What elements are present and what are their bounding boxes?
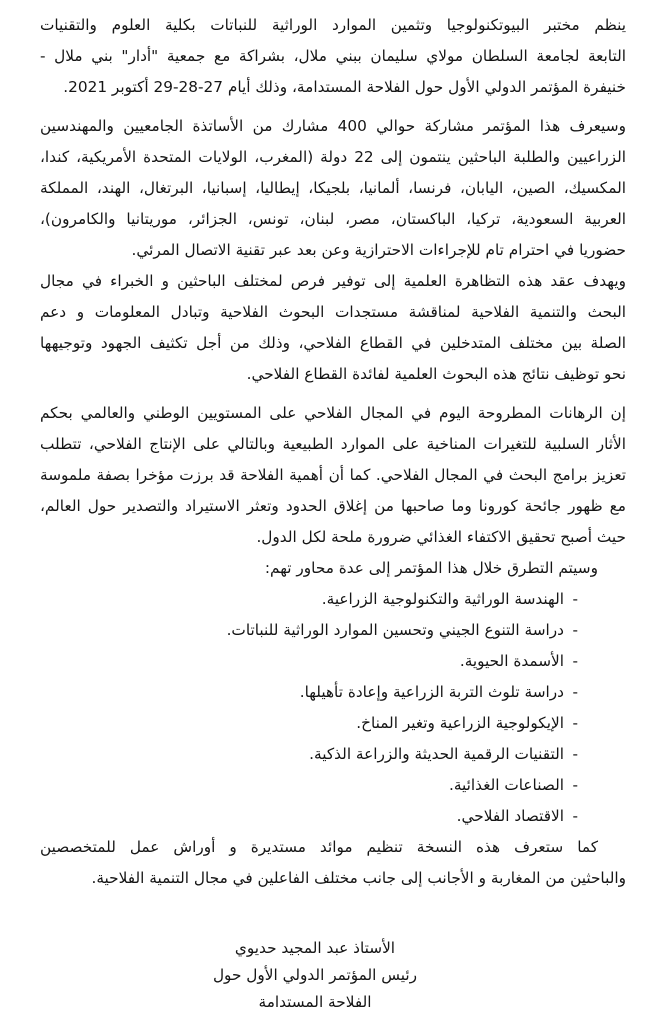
text-line: نحو توظيف نتائج هذه البحوث العلمية لفائدة القطاع الفلاحي. [246,365,626,383]
axes-list [40,584,626,832]
closing-paragraph [40,832,626,894]
list-item-text: دراسة تلوث التربة الزراعية وإعادة تأهيلها. [299,683,564,701]
list-item [40,770,626,801]
text-line: مع ظهور جائحة كورونا وما صاحبها من إغلاق الحدود وتعثر الاستيراد والتصدير حول العالم، [40,497,626,515]
list-item [40,615,626,646]
list-dash: - [572,714,578,732]
list-dash: - [572,807,578,825]
list-item-text: الإيكولوجية الزراعية وتغير المناخ. [356,714,564,732]
text-line: ويهدف عقد هذه التظاهرة العلمية إلى توفير فرص لمختلف الباحثين و الخبراء في مجال [40,272,626,290]
list-item-text: الاقتصاد الفلاحي. [456,807,564,825]
list-item [40,739,626,770]
list-dash: - [572,745,578,763]
list-dash: - [572,652,578,670]
text-line: خنيفرة المؤتمر الدولي الأول حول الفلاحة المستدامة، وذلك أيام 27-28-29 أكتوبر 2021. [63,78,626,96]
list-dash: - [572,621,578,639]
signatory-title: الفلاحة المستدامة [258,993,372,1011]
text-line: حضوريا في احترام تام للإجراءات الاحترازية وعن بعد عبر تقنية الاتصال المرئي. [131,241,626,259]
list-item-text: الصناعات الغذائية. [448,776,564,794]
list-item [40,677,626,708]
list-item [40,646,626,677]
text-line: ينظم مختبر البيوتكنولوجيا وتثمين الموارد الوراثية للنباتات بكلية العلوم والتقنيات [40,16,626,34]
text-line: المكسيك، الصين، اليابان، فرنسا، ألمانيا، بلجيكا، إيطاليا، إسبانيا، البرتغال، الهند، المملكة [40,179,626,197]
list-item-text: دراسة التنوع الجيني وتحسين الموارد الوراثية للنباتات. [226,621,564,639]
signature-block [200,935,430,1016]
list-item [40,584,626,615]
objectives-paragraph [40,266,626,390]
text-line: التابعة لجامعة السلطان مولاي سليمان ببني ملال، بشراكة مع جمعية "أدار" بني ملال - [40,47,626,65]
text-line: كما ستعرف هذه النسخة تنظيم موائد مستديرة و أوراش عمل للمتخصصين [40,838,598,856]
signatory-name: الأستاذ عبد المجيد حديوي [234,939,396,957]
participants-paragraph [40,111,626,266]
axes-intro [40,553,626,584]
text-line: والباحثين من المغاربة و الأجانب إلى جانب مختلف الفاعلين في مجال التنمية الفلاحية. [91,869,626,887]
list-item-text: الأسمدة الحيوية. [459,652,564,670]
list-item-text: الهندسة الوراثية والتكنولوجية الزراعية. [321,590,564,608]
text-line: البحث والتنمية الفلاحية لمناقشة مستجدات البحوث الفلاحية وتبادل المعلومات و دعم [40,303,626,321]
challenges-paragraph [40,398,626,553]
text-line: حيث أصبح تحقيق الاكتفاء الغذائي ضرورة ملحة لكل الدول. [256,528,626,546]
list-item-text: التقنيات الرقمية الحديثة والزراعة الذكية. [309,745,564,763]
text-line: الأثار السلبية للتغيرات المناخية على الموارد الطبيعية وبالتالي على الإنتاج الفلاحي، تتطلب [40,435,626,453]
text-line: إن الرهانات المطروحة اليوم في المجال الفلاحي على المستويين الوطني والعالمي بحكم [40,404,626,422]
list-item [40,801,626,832]
text-line: الزراعيين والطلبة الباحثين ينتمون إلى 22 دولة (المغرب، الولايات المتحدة الأمريكية، كندا، [40,148,626,166]
text-line: العربية السعودية، تركيا، الباكستان، مصر، لبنان، تونس، الجزائر، موريتانيا والكامرون)، [40,210,626,228]
signatory-title: رئيس المؤتمر الدولي الأول حول [212,966,418,984]
list-dash: - [572,683,578,701]
list-dash: - [572,590,578,608]
text-line: الصلة بين مختلف المتدخلين في القطاع الفلاحي، وذلك من أجل تكثيف الجهود وتوجيهها [40,334,626,352]
list-item [40,708,626,739]
list-dash: - [572,776,578,794]
intro-paragraph [40,10,626,103]
text-line: وسيتم التطرق خلال هذا المؤتمر إلى عدة محاور تهم: [264,559,598,577]
document-body [40,10,626,894]
text-line: تعزيز برامج البحث في المجال الفلاحي. كما أن أهمية الفلاحة قد برزت مؤخرا بصفة ملموسة [40,466,626,484]
text-line: وسيعرف هذا المؤتمر مشاركة حوالي 400 مشارك من الأساتذة الجامعيين والمهندسين [40,117,626,135]
